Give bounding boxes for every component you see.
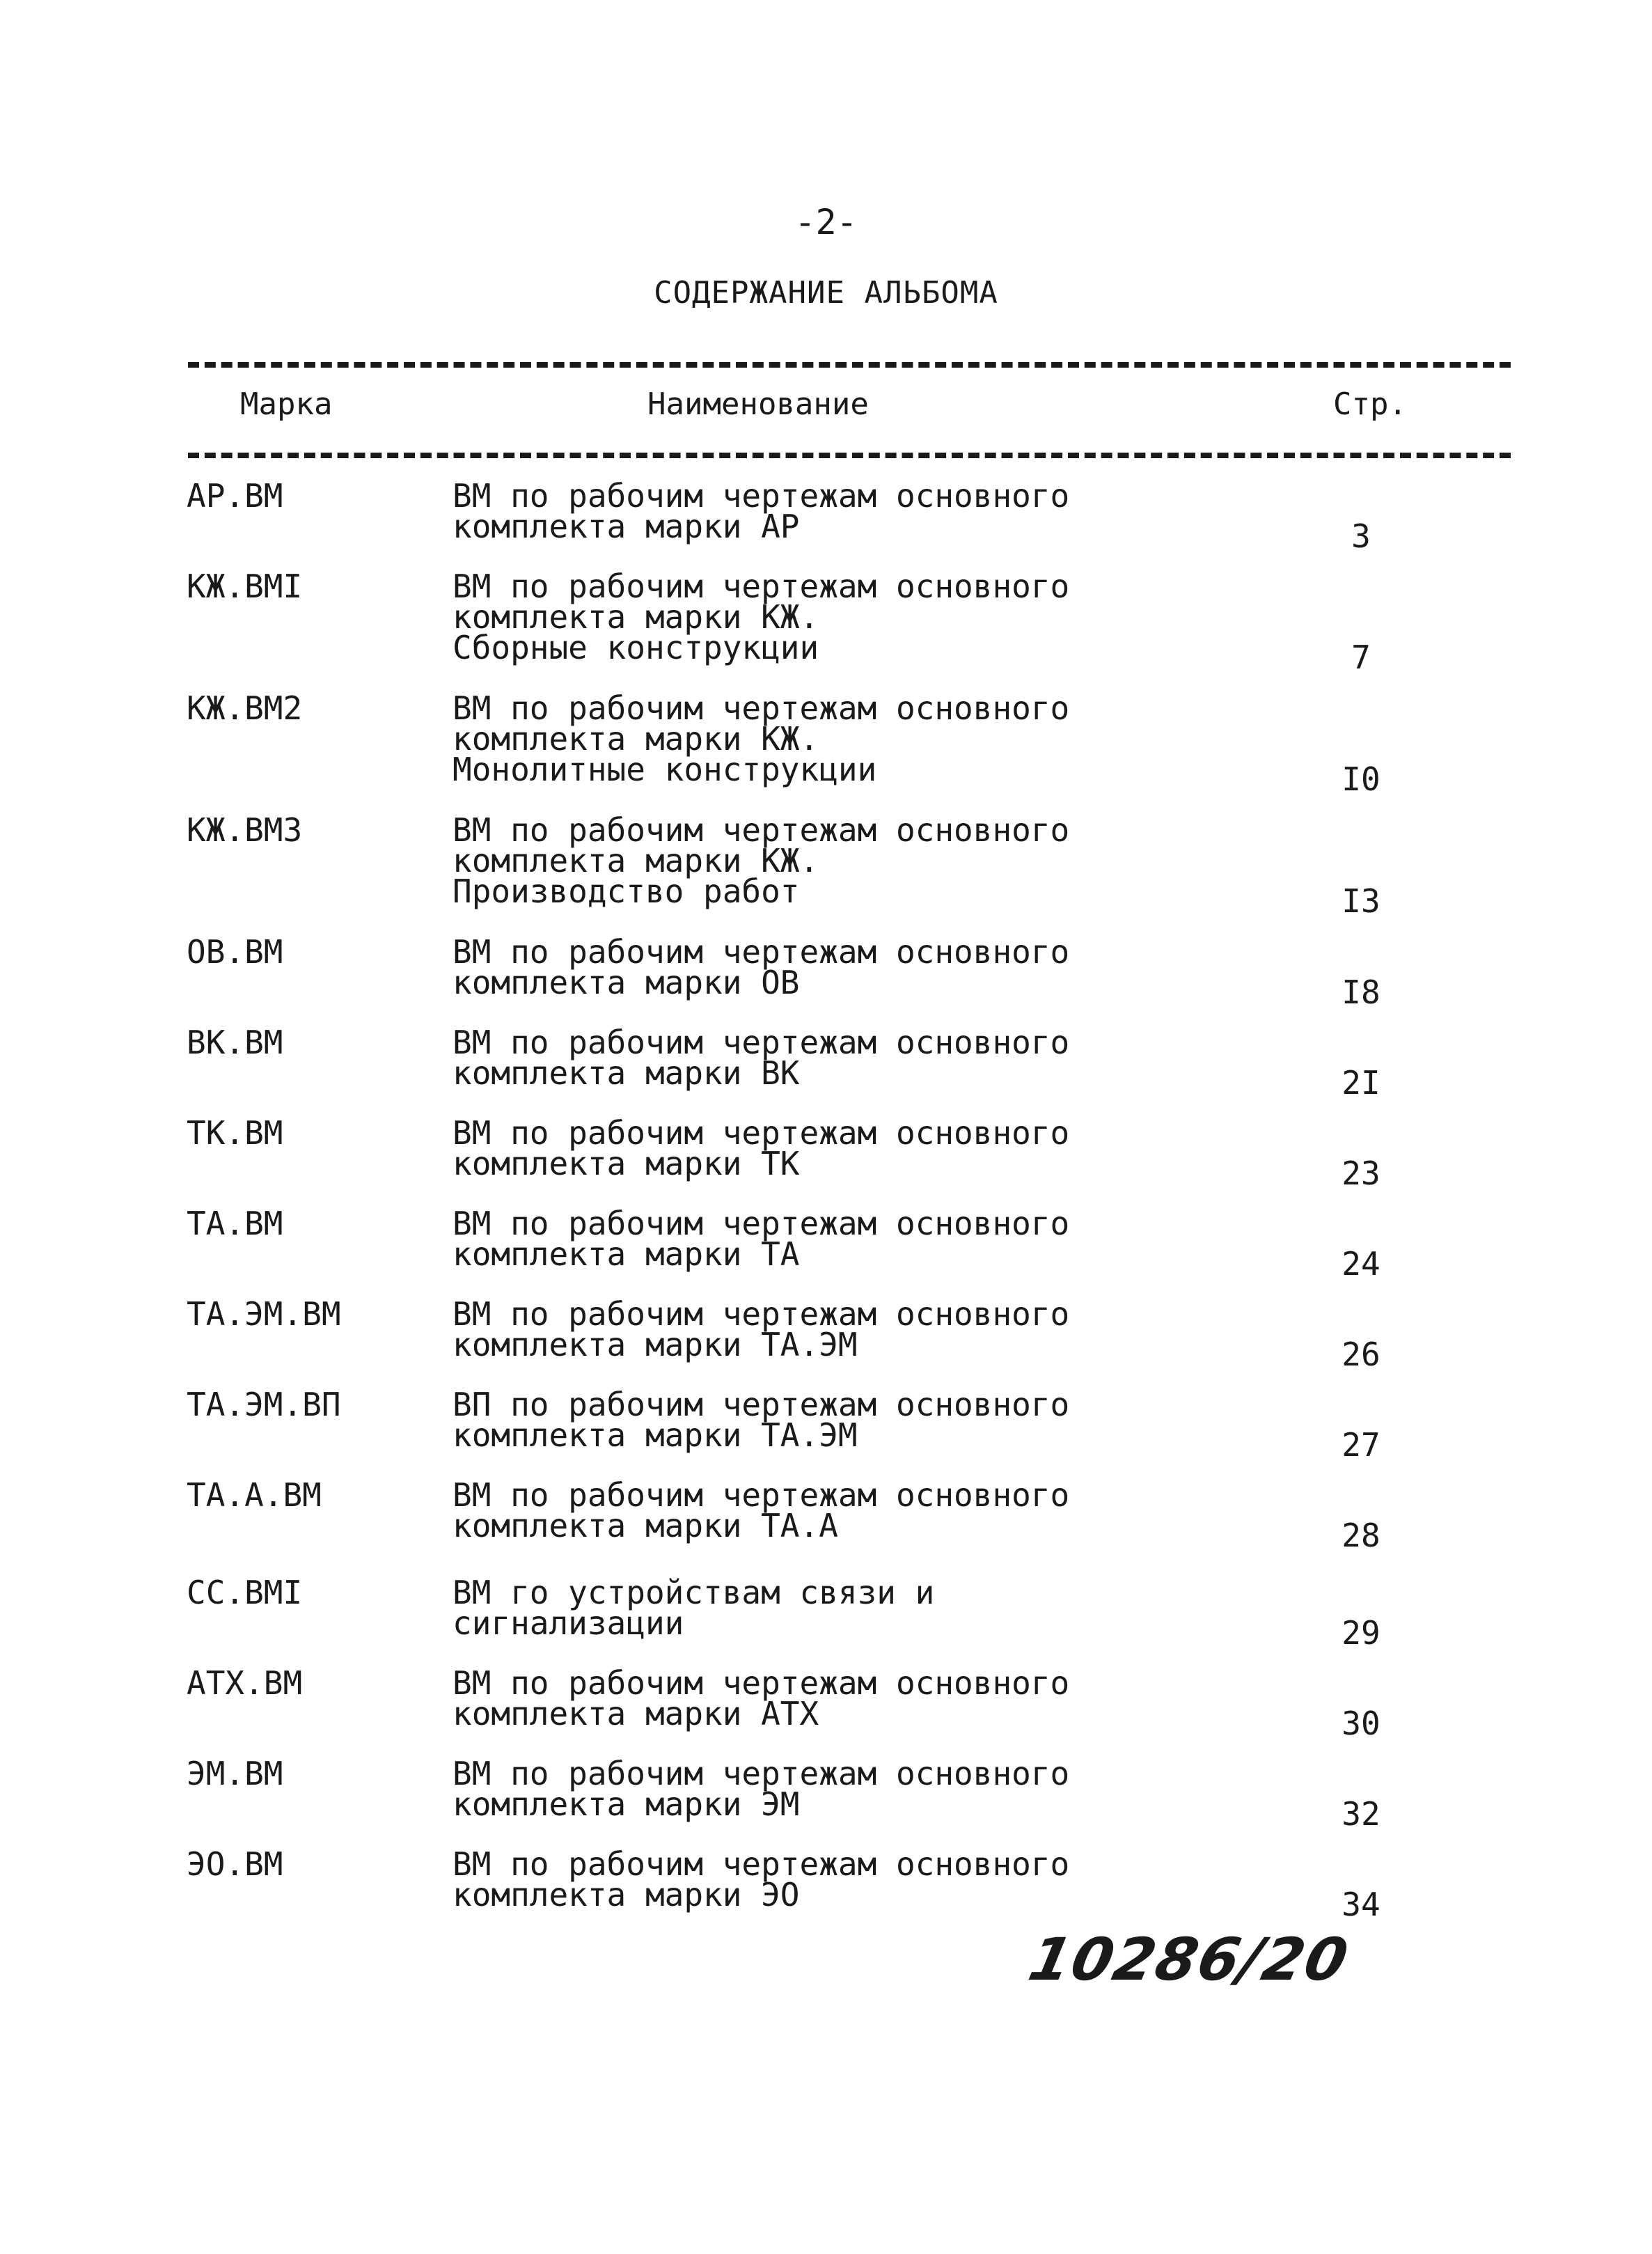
toc-name (453, 1024, 1070, 1092)
toc-name-line: ВМ по рабочим чертежам основного (453, 1114, 1070, 1152)
toc-page: 3 (1351, 517, 1371, 555)
toc-page: I3 (1342, 882, 1380, 920)
toc-mark: АР.ВМ (187, 477, 283, 515)
toc-name (453, 1205, 1070, 1273)
column-header-page: Стр. (1333, 386, 1407, 422)
toc-page: 23 (1342, 1155, 1380, 1192)
toc-name-line: комплекта марки ВК (453, 1054, 800, 1092)
toc-name (453, 477, 1070, 545)
toc-name-line: комплекта марки ТА.ЭМ (453, 1326, 858, 1363)
toc-name-line: сигнализации (453, 1604, 684, 1642)
toc-page: 28 (1342, 1517, 1380, 1554)
toc-name-line: ВМ по рабочим чертежам основного (453, 1664, 1070, 1702)
handwritten-signature: 10286/20 (1023, 1925, 1355, 1994)
column-header-name: Наименование (647, 386, 869, 422)
toc-name (453, 1295, 1070, 1363)
page-number: -2- (794, 202, 858, 242)
toc-mark: КЖ.ВМ2 (187, 689, 303, 727)
toc-name (453, 568, 1070, 666)
toc-page: 29 (1342, 1614, 1380, 1652)
toc-name-line: комплекта марки ТА.А (453, 1507, 838, 1544)
toc-name-line: комплекта марки ТК (453, 1145, 800, 1182)
column-header-mark: Марка (240, 386, 333, 422)
toc-name-line: комплекта марки ЭМ (453, 1785, 800, 1823)
toc-name (453, 1574, 935, 1642)
toc-mark: ВК.ВМ (187, 1024, 283, 1061)
toc-name (453, 1845, 1070, 1913)
toc-mark: ТК.ВМ (187, 1114, 283, 1152)
toc-name-line: ВМ по рабочим чертежам основного (453, 1476, 1070, 1514)
toc-page: 30 (1342, 1705, 1380, 1742)
toc-name-line: ВМ по рабочим чертежам основного (453, 1205, 1070, 1242)
toc-name-line: Монолитные конструкции (453, 751, 877, 788)
toc-name (453, 933, 1070, 1001)
toc-name-line: комплекта марки АР (453, 508, 800, 545)
document-title: СОДЕРЖАНИЕ АЛЬБОМА (654, 275, 998, 311)
toc-name (453, 1755, 1070, 1823)
toc-name-line: ВП по рабочим чертежам основного (453, 1386, 1070, 1423)
toc-mark: АТХ.ВМ (187, 1664, 303, 1702)
toc-page: 24 (1342, 1245, 1380, 1283)
toc-page: 32 (1342, 1795, 1380, 1833)
toc-name-line: комплекта марки ТА (453, 1235, 800, 1273)
toc-page: I0 (1342, 760, 1380, 798)
toc-name-line: ВМ по рабочим чертежам основного (453, 689, 1070, 727)
toc-name-line: ВМ по рабочим чертежам основного (453, 1755, 1070, 1792)
toc-mark: СС.ВМI (187, 1574, 303, 1611)
toc-name (453, 1664, 1070, 1732)
toc-name-line: Сборные конструкции (453, 629, 819, 666)
toc-name-line: ВМ по рабочим чертежам основного (453, 1024, 1070, 1061)
toc-name-line: ВМ по рабочим чертежам основного (453, 1845, 1070, 1883)
toc-mark: ТА.ЭМ.ВП (187, 1386, 341, 1423)
toc-name-line: комплекта марки ОВ (453, 964, 800, 1001)
toc-name (453, 1476, 1070, 1544)
toc-page: 2I (1342, 1064, 1380, 1102)
toc-name-line: комплекта марки АТХ (453, 1695, 819, 1732)
toc-name-line: Производство работ (453, 872, 800, 910)
toc-page: 7 (1351, 639, 1371, 676)
toc-name-line: комплекта марки КЖ. (453, 842, 819, 879)
toc-name-line: ВМ го устройствам связи и (453, 1574, 935, 1611)
toc-page: 34 (1342, 1886, 1380, 1923)
toc-name-line: ВМ по рабочим чертежам основного (453, 1295, 1070, 1333)
toc-name-line: комплекта марки ЭО (453, 1876, 800, 1913)
toc-page: 26 (1342, 1336, 1380, 1373)
toc-name-line: ВМ по рабочим чертежам основного (453, 811, 1070, 849)
toc-name-line: ВМ по рабочим чертежам основного (453, 933, 1070, 971)
toc-name (453, 1114, 1070, 1182)
toc-mark: ТА.А.ВМ (187, 1476, 322, 1514)
toc-name-line: комплекта марки КЖ. (453, 598, 819, 636)
toc-name-line: комплекта марки ТА.ЭМ (453, 1416, 858, 1454)
toc-mark: ЭО.ВМ (187, 1845, 283, 1883)
toc-name (453, 811, 1070, 910)
toc-mark: ЭМ.ВМ (187, 1755, 283, 1792)
toc-mark: КЖ.ВМI (187, 568, 303, 605)
toc-page: 27 (1342, 1426, 1380, 1464)
toc-mark: ОВ.ВМ (187, 933, 283, 971)
toc-mark: ТА.ЭМ.ВМ (187, 1295, 341, 1333)
toc-name (453, 1386, 1070, 1454)
toc-name-line: ВМ по рабочим чертежам основного (453, 568, 1070, 605)
toc-page: I8 (1342, 973, 1380, 1011)
toc-mark: ТА.ВМ (187, 1205, 283, 1242)
toc-name (453, 689, 1070, 788)
toc-name-line: комплекта марки КЖ. (453, 720, 819, 758)
toc-mark: КЖ.ВМ3 (187, 811, 303, 849)
toc-name-line: ВМ по рабочим чертежам основного (453, 477, 1070, 515)
